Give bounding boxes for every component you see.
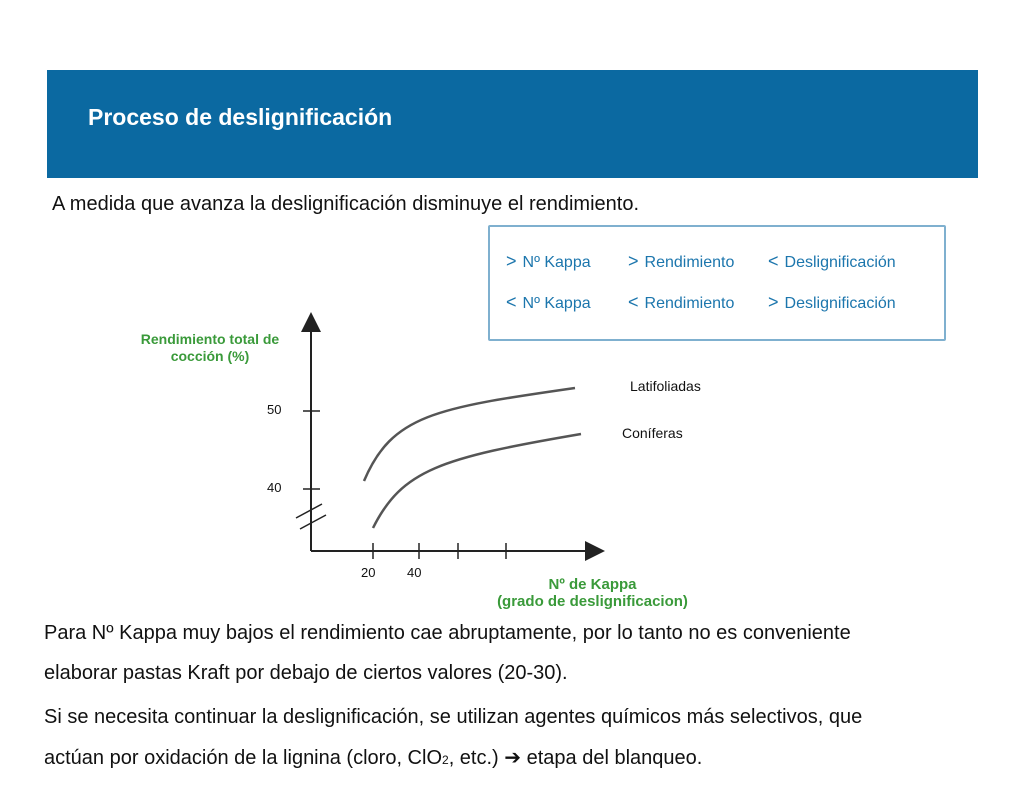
paragraph-text: actúan por oxidación de la lignina (cloro, ClO <box>44 747 442 769</box>
intro-text: A medida que avanza la deslignificación disminuye el rendimiento. <box>52 193 640 215</box>
relation-symbol: < <box>768 251 779 271</box>
relation-symbol: < <box>506 292 517 312</box>
x-axis-title-line: Nº de Kappa <box>548 576 637 593</box>
relation-text: Deslignificación <box>784 254 896 271</box>
y-axis-title <box>110 331 310 365</box>
series-label-latifoliadas: Latifoliadas <box>630 378 701 394</box>
relation-text: Nº Kappa <box>522 295 591 312</box>
subscript-text: 2 <box>442 753 449 767</box>
x-axis-title-line: (grado de deslignificacion) <box>497 593 688 610</box>
paragraph-line-2: elaborar pastas Kraft por debajo de ciertos valores (20-30). <box>44 662 568 684</box>
paragraph-line-3: Si se necesita continuar la deslignificación, se utilizan agentes químicos más selectivos, que <box>44 706 863 728</box>
paragraph-text: , etc.) <box>448 747 505 769</box>
y-axis-title-line: Rendimiento total de <box>140 331 280 347</box>
axis-break-mark <box>300 515 326 529</box>
relation-text: Rendimiento <box>644 295 735 312</box>
relation-text: Deslignificación <box>784 295 896 312</box>
relation-symbol: < <box>628 292 639 312</box>
curve-latifoliadas <box>364 388 575 481</box>
paragraph-text: etapa del blanqueo. <box>521 747 703 769</box>
page-title: Proceso de deslignificación <box>88 104 393 130</box>
relation-symbol: > <box>506 251 517 271</box>
paragraph-line-1: Para Nº Kappa muy bajos el rendimiento cae abruptamente, por lo tanto no es conveniente <box>44 622 851 644</box>
relation-symbol: > <box>628 251 639 271</box>
curve-coniferas <box>373 434 581 528</box>
relation-symbol: > <box>768 292 779 312</box>
y-tick-label-40: 40 <box>267 480 282 495</box>
paragraph-line-4 <box>44 745 702 770</box>
series-label-coniferas: Coníferas <box>622 425 683 441</box>
x-tick-label-40: 40 <box>407 565 422 580</box>
y-tick-label-50: 50 <box>267 402 282 417</box>
x-axis-title <box>460 576 725 610</box>
axis-break-mark <box>296 504 322 518</box>
x-tick-label-20: 20 <box>361 565 376 580</box>
relation-text: Rendimiento <box>644 254 735 271</box>
right-arrow-icon: ➔ <box>504 747 522 769</box>
y-axis-title-line: cocción (%) <box>170 348 250 364</box>
relation-text: Nº Kappa <box>522 254 591 271</box>
